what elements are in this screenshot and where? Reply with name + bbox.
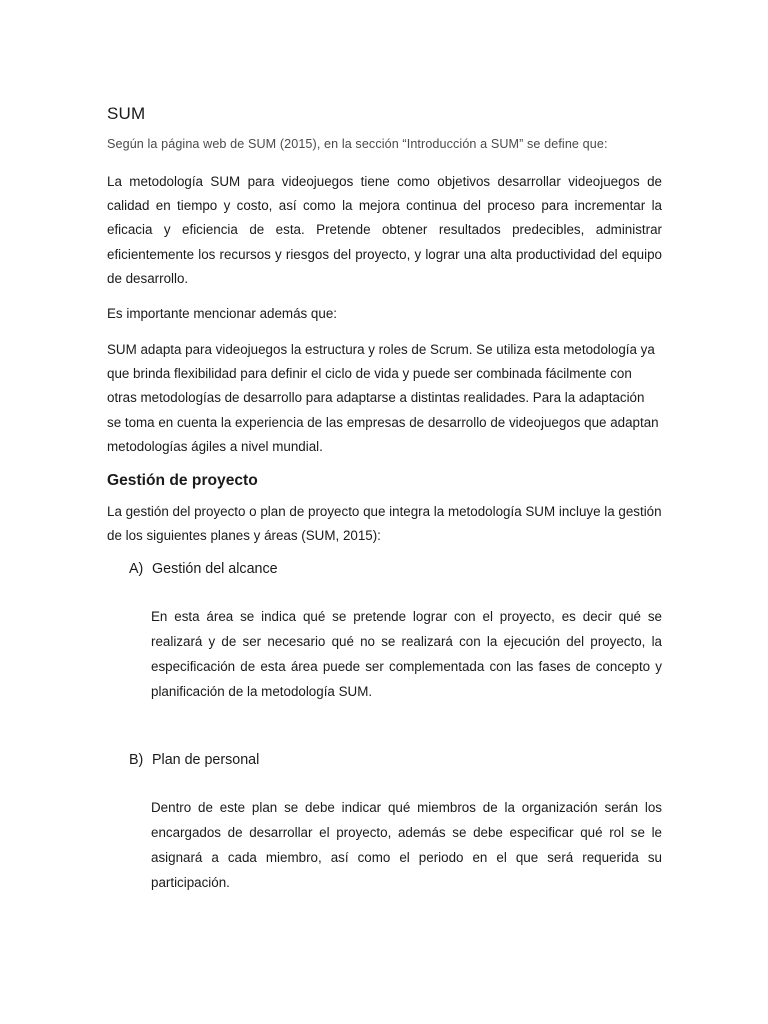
paragraph-scrum: SUM adapta para videojuegos la estructura y roles de Scrum. Se utiliza esta metodología ya que brinda flexibilidad para definir el ciclo de vida y puede ser combinada fácilmente con otras metodologías de desarrollo para adaptarse a distintas realidades. Para la adaptación se toma en cuenta la experiencia de las empresas de desarrollo de videojuegos que adaptan metodologías ágiles a nivel mundial. [107,342,659,454]
list-item-body-a: En esta área se indica qué se pretende lograr con el proyecto, es decir qué se realizará y de ser necesario qué no se realizará con la ejecución del proyecto, la especificación de esta área puede ser complementada con las fases de concepto y planificación de la metodología SUM. [151,609,662,699]
paragraph-methodology: La metodología SUM para videojuegos tiene como objetivos desarrollar videojuegos de calidad en tiempo y costo, así como la mejora continua del proceso para incrementar la eficacia y eficiencia de esta. Pretende obtener resultados predecibles, administrar eficientemente los recursos y riesgos del proyecto, y lograr una alta productividad del equipo de desarrollo. [107,174,662,286]
intro-text: Según la página web de SUM (2015), en la sección “Introducción a SUM” se define que: [107,137,608,151]
list-item-title-b [129,752,259,768]
section-heading: Gestión de proyecto [107,472,258,489]
list-item-title: Plan de personal [152,752,260,768]
list-marker: A) [129,561,144,577]
paragraph-gestion: La gestión del proyecto o plan de proyecto que integra la metodología SUM incluye la gestión de los siguientes planes y áreas (SUM, 2015): [107,504,662,544]
list-item-body-b: Dentro de este plan se debe indicar qué miembros de la organización serán los encargados de desarrollar el proyecto, además se debe especificar qué rol se le asignará a cada miembro, así como el periodo en el que será requerida su participación. [151,800,662,890]
list-item-title: Gestión del alcance [152,561,278,577]
list-marker: B) [129,752,144,768]
paragraph-mention: Es importante mencionar además que: [107,306,337,321]
document-title: SUM [107,104,146,123]
list-item-title-a [129,561,278,577]
